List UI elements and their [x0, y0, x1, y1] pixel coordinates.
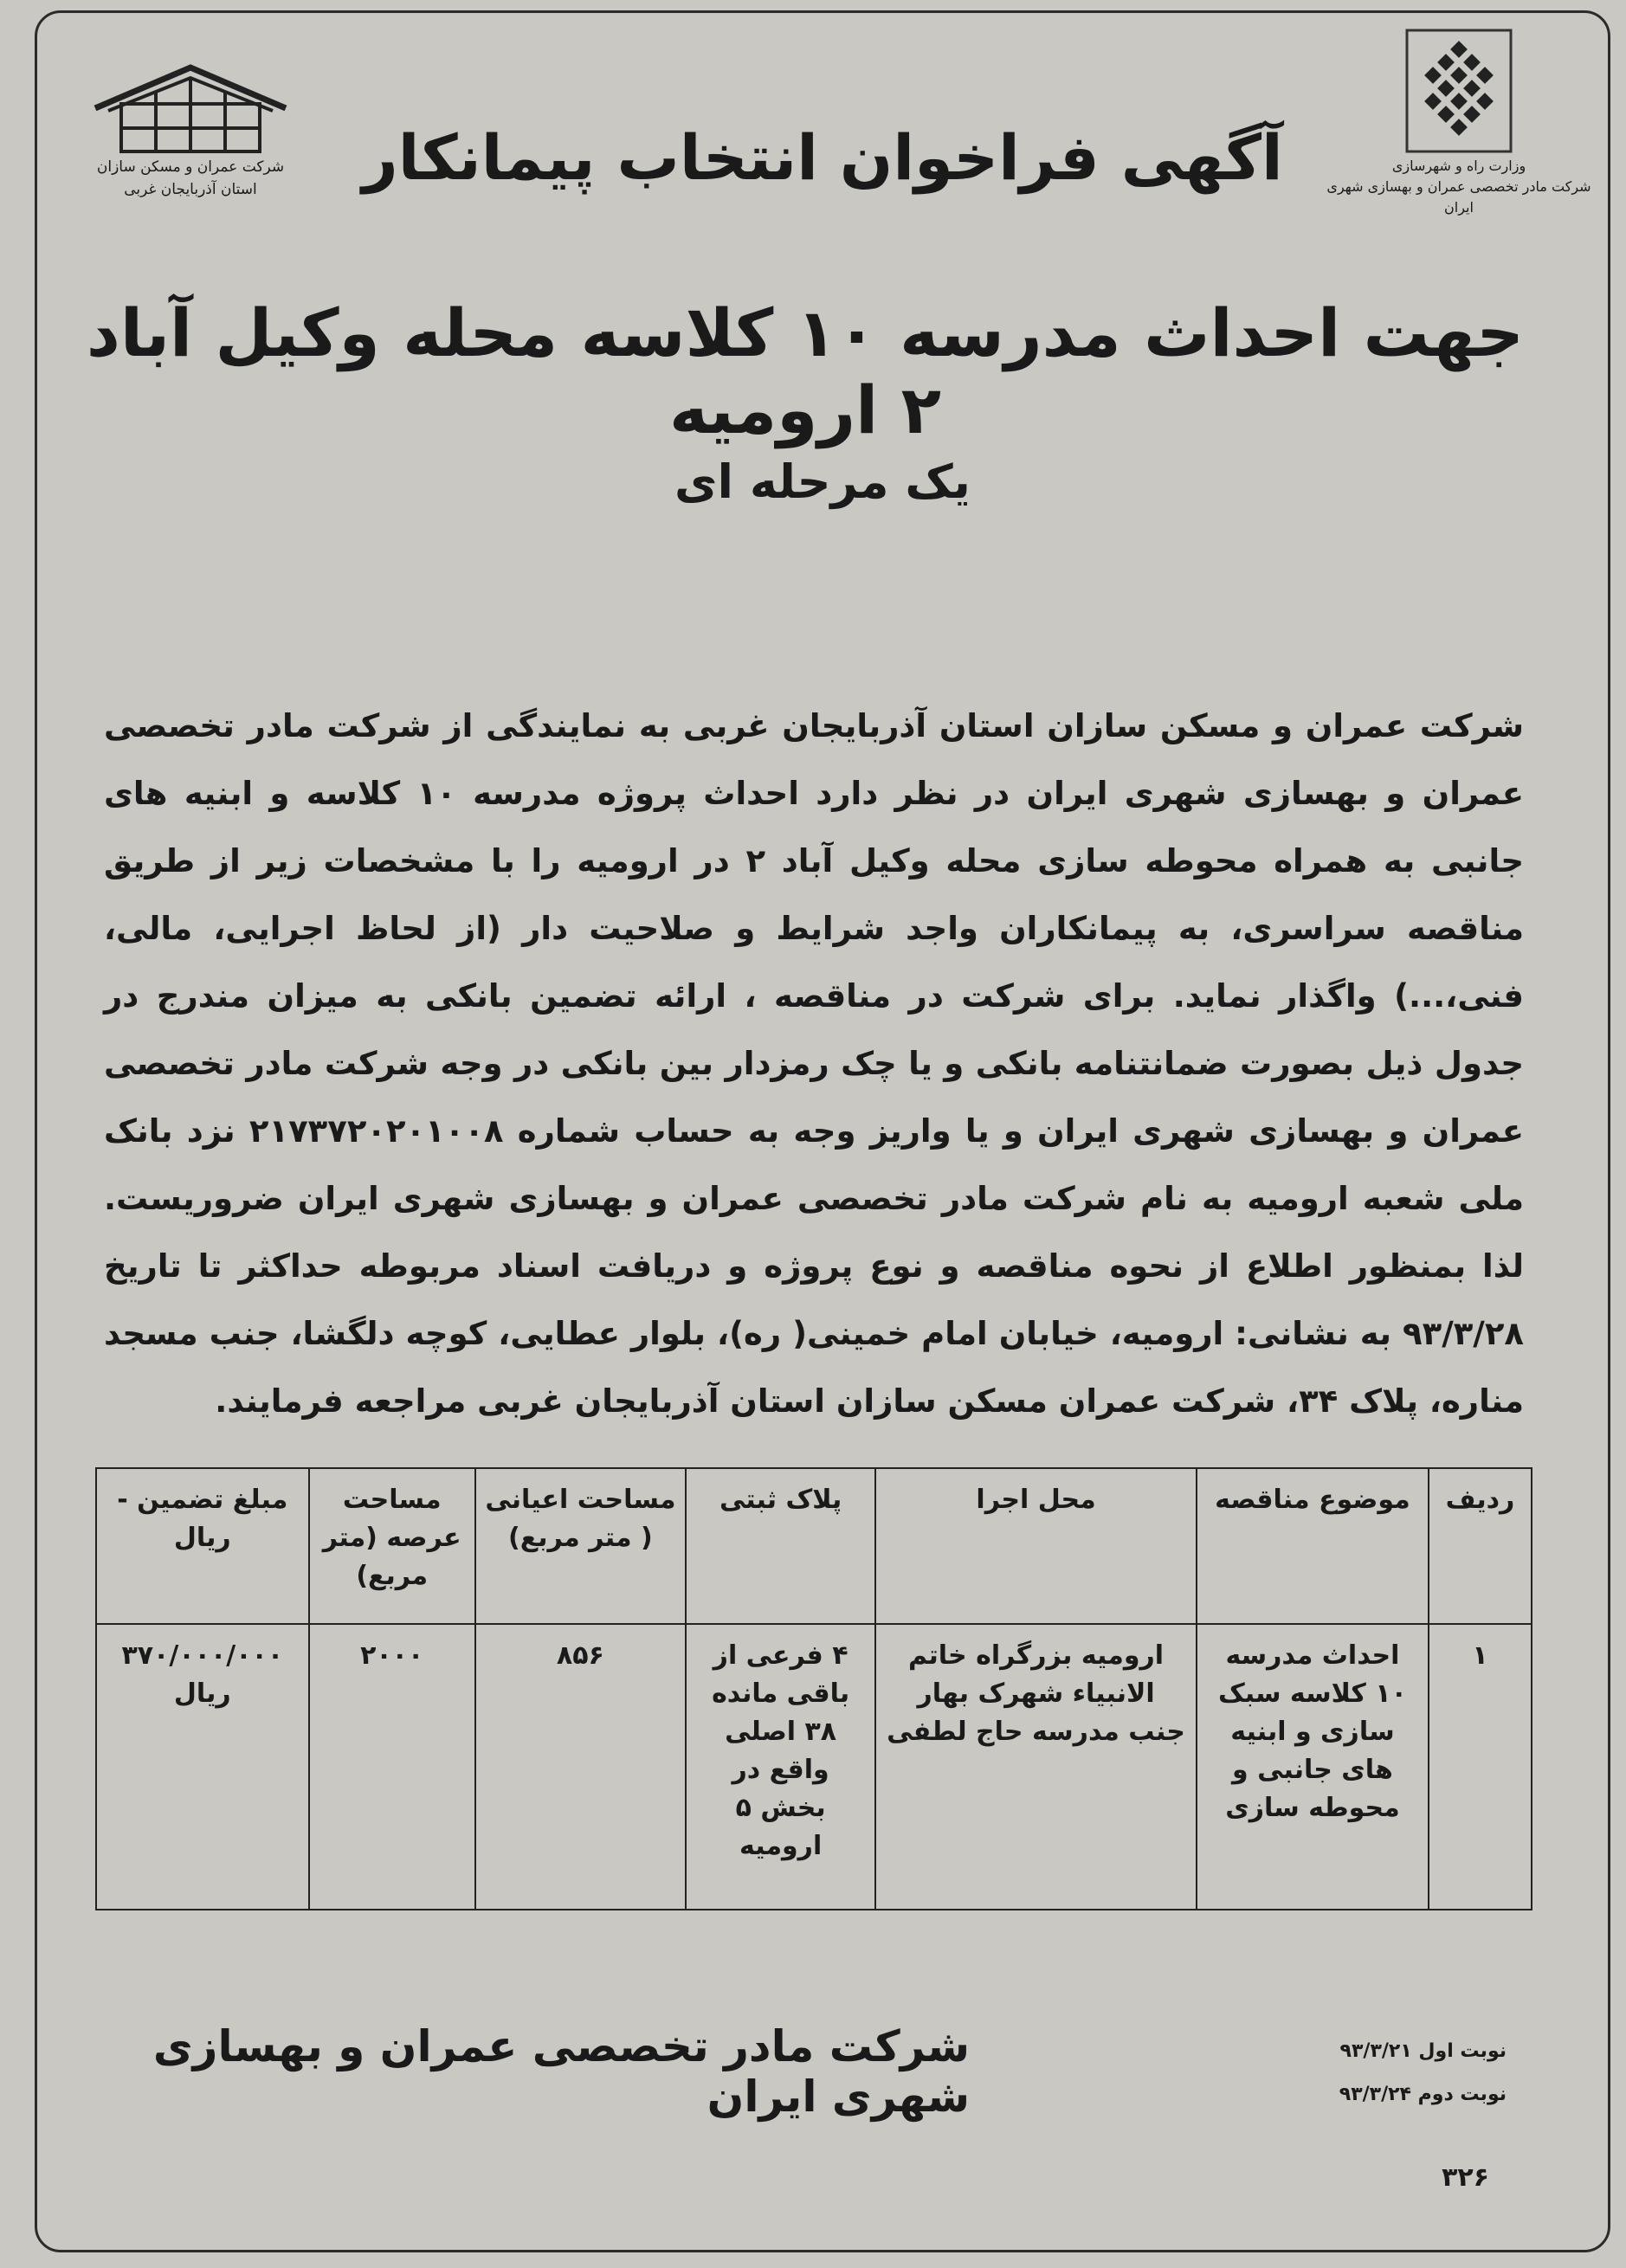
housing-company-logo-icon: [87, 61, 294, 156]
cell-radif: ۱: [1429, 1624, 1532, 1910]
header-radif: ردیف: [1429, 1468, 1532, 1624]
ministry-diamond-logo-icon: [1403, 26, 1515, 156]
header-plate: پلاک ثبتی: [686, 1468, 875, 1624]
tender-table: [95, 1467, 1532, 1910]
notice-second: نوبت دوم ۹۳/۳/۲۴: [1339, 2084, 1507, 2105]
cell-guarantee: ۳۷۰/۰۰۰/۰۰۰ ریال: [96, 1624, 309, 1910]
cell-building-area: ۸۵۶: [475, 1624, 686, 1910]
tender-stage: یک مرحله ای: [674, 454, 971, 509]
table-header-row: [96, 1468, 1532, 1624]
ministry-logo-right: [1325, 26, 1593, 218]
cell-subject: احداث مدرسه ۱۰ کلاسه سبک سازی و ابنیه های جانبی و محوطه سازی: [1197, 1624, 1429, 1910]
left-logo-caption-2: استان آذربایجان غربی: [124, 181, 257, 198]
header-building-area: مساحت اعیانی ( متر مربع): [475, 1468, 686, 1624]
cell-land-area: ۲۰۰۰: [309, 1624, 475, 1910]
ad-body-paragraph: شرکت عمران و مسکن سازان استان آذربایجان غربی به نمایندگی از شرکت مادر تخصصی عمران و بهسازی شهری ایران در نظر دارد احداث پروژه مدرسه ۱۰ کلاسه و ابنیه های جانبی به همراه محوطه سازی محله وکیل آباد ۲ در ارومیه را با مشخصات زیر از طریق مناقصه سراسری، به پیمانکاران واجد شرایط و صلاحیت دار (از لحاظ اجرایی، مالی، فنی،...) واگذار نماید. برای شرکت در مناقصه ، ارائه تضمین بانکی به میزان مندرج در جدول ذیل بصورت ضمانتنامه بانکی و یا چک رمزدار بین بانکی در وجه شرکت مادر تخصصی عمران و بهسازی شهری ایران و یا واریز وجه به حساب شماره ۲۱۷۳۷۲۰۲۰۱۰۰۸ نزد بانک ملی شعبه ارومیه به نام شرکت مادر تخصصی عمران و بهسازی شهری ایران ضروریست. لذا بمنظور اطلاع از نحوه مناقصه و نوع پروژه و دریافت اسناد مربوطه حداکثر تا تاریخ ۹۳/۳/۲۸ به نشانی: ارومیه، خیابان امام خمینی( ره)، بلوار عطایی، کوچه دلگشا، جنب مسجد مناره، پلاک ۳۴، شرکت عمران مسکن سازان استان آذربایجان غربی مراجعه فرمایند.: [104, 707, 1525, 1420]
footer-company-name: شرکت مادر تخصصی عمران و بهسازی شهری ایران: [152, 2021, 970, 2122]
cell-plate: ۴ فرعی از باقی مانده ۳۸ اصلی واقع در بخش ۵ ارومیه: [686, 1624, 875, 1910]
header-guarantee: مبلغ تضمین - ریال: [96, 1468, 309, 1624]
ad-subtitle: جهت احداث مدرسه ۱۰ کلاسه محله وکیل آباد ۲ ارومیه: [86, 294, 1525, 448]
header-subject: موضوع مناقصه: [1197, 1468, 1429, 1624]
company-logo-left: [69, 61, 312, 201]
notice-first: نوبت اول ۹۳/۳/۲۱: [1339, 2040, 1507, 2062]
left-logo-caption-1: شرکت عمران و مسکن سازان: [96, 158, 285, 176]
header-location: محل اجرا: [875, 1468, 1197, 1624]
right-logo-caption-2: شرکت مادر تخصصی عمران و بهسازی شهری ایران: [1326, 178, 1591, 216]
right-logo-caption-1: وزارت راه و شهرسازی: [1391, 158, 1526, 174]
header-land-area: مساحت عرصه (متر مربع): [309, 1468, 475, 1624]
table-row: [96, 1624, 1532, 1910]
page-number: ۳۲۶: [1442, 2162, 1489, 2193]
publication-notices: [1247, 2030, 1507, 2117]
ad-title: آگهی فراخوان انتخاب پیمانکار: [362, 121, 1283, 194]
cell-location: ارومیه بزرگراه خاتم الانبیاء شهرک بهار جنب مدرسه حاج لطفی: [875, 1624, 1197, 1910]
